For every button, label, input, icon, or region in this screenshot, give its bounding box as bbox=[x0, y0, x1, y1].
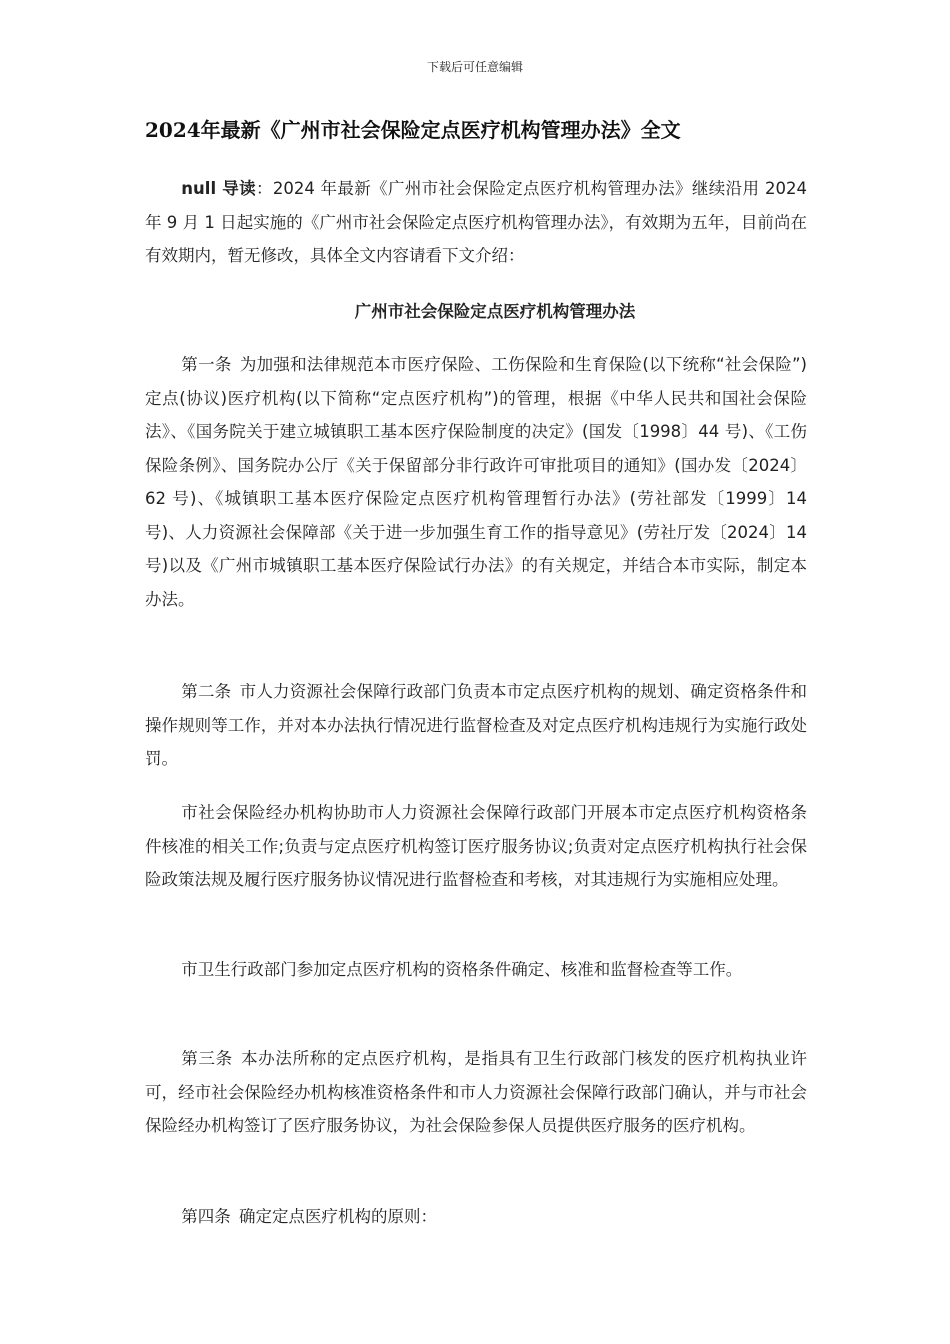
article-2 bbox=[145, 675, 807, 776]
section-heading: 广州市社会保险定点医疗机构管理办法 bbox=[354, 302, 636, 321]
intro-lead: null 导读 bbox=[181, 179, 256, 198]
article-4-text: 确定定点医疗机构的原则： bbox=[239, 1207, 438, 1226]
article-2-paragraph-2 bbox=[145, 796, 807, 897]
article-4-label: 第四条 bbox=[181, 1207, 231, 1226]
article-2-paragraph-2-text: 市社会保险经办机构协助市人力资源社会保障行政部门开展本市定点医疗机构资格条件核准的相关工作;负责与定点医疗机构签订医疗服务协议;负责对定点医疗机构执行社会保险政策法规及履行医疗服务协议情况进行监督检查和考核，对其违规行为实施相应处理。 bbox=[145, 803, 807, 889]
article-3 bbox=[145, 1042, 807, 1143]
intro-text: ：2024 年最新《广州市社会保险定点医疗机构管理办法》继续沿用 2024 年 9 月 1 日起实施的《广州市社会保险定点医疗机构管理办法》，有效期为五年，目前尚在有效期内，暂无修改，具体全文内容请看下文介绍： bbox=[145, 179, 807, 265]
article-3-text: 本办法所称的定点医疗机构，是指具有卫生行政部门核发的医疗机构执业许可，经市社会保险经办机构核准资格条件和市人力资源社会保障行政部门确认，并与市社会保险经办机构签订了医疗服务协议，为社会保险参保人员提供医疗服务的医疗机构。 bbox=[145, 1049, 808, 1135]
article-4 bbox=[145, 1200, 807, 1234]
article-2-text: 市人力资源社会保障行政部门负责本市定点医疗机构的规划、确定资格条件和操作规则等工作，并对本办法执行情况进行监督检查及对定点医疗机构违规行为实施行政处罚。 bbox=[145, 682, 808, 768]
article-2-paragraph-3-text: 市卫生行政部门参加定点医疗机构的资格条件确定、核准和监督检查等工作。 bbox=[181, 960, 743, 979]
article-1 bbox=[145, 348, 807, 616]
article-2-paragraph-3 bbox=[145, 953, 807, 987]
article-1-text: 为加强和法律规范本市医疗保险、工伤保险和生育保险(以下统称“社会保险”)定点(协议)医疗机构(以下简称“定点医疗机构”)的管理，根据《中华人民共和国社会保险法》、《国务院关于建立城镇职工基本医疗保险制度的决定》(国发〔1998〕44 号)、《工伤保险条例》、国务院办公厅《关于保留部分非行政许可审批项目的通知》(国办发〔2024〕62 号)、《城镇职工基本医疗保险定点医疗机构管理暂行办法》(劳社部发〔1999〕14 号)、人力资源社会保障部《关于进一步加强生育工作的指导意见》(劳社厅发〔2024〕14 号)以及《广州市城镇职工基本医疗保险试行办法》的有关规定，并结合本市实际，制定本办法。 bbox=[145, 355, 807, 609]
intro-paragraph bbox=[145, 172, 807, 273]
header-note: 下载后可任意编辑 bbox=[426, 60, 523, 74]
article-3-label: 第三条 bbox=[181, 1049, 233, 1068]
article-2-label: 第二条 bbox=[181, 682, 232, 701]
article-1-label: 第一条 bbox=[181, 355, 232, 374]
document-title: 2024年最新《广州市社会保险定点医疗机构管理办法》全文 bbox=[145, 118, 681, 142]
